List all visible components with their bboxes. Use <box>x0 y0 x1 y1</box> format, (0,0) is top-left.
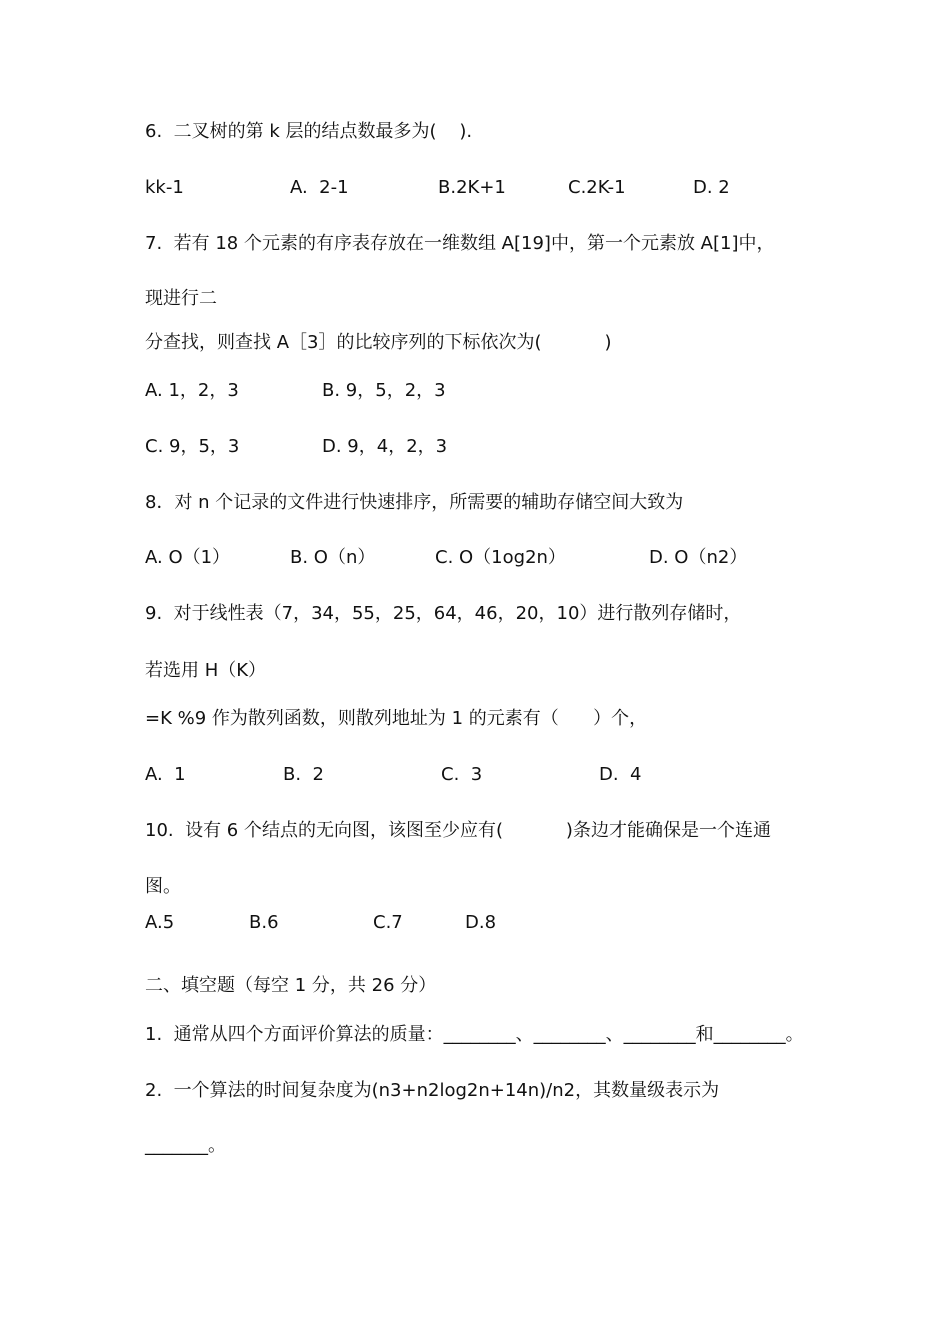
q6-option: B.2K+1 <box>438 177 506 198</box>
q6-option: A. 2-1 <box>290 177 349 198</box>
q9-option: A. 1 <box>145 764 186 785</box>
q6-option: kk-1 <box>145 177 184 198</box>
section2-q2-line1: 2. 一个算法的时间复杂度为(n3+n2log2n+14n)/n2，其数量级表示为 <box>145 1080 720 1101</box>
q9-stem-line2: 若选用 H（K） <box>145 660 267 681</box>
q10-stem-line1: 10. 设有 6 个结点的无向图，该图至少应有( )条边才能确保是一个连通 <box>145 820 771 841</box>
section2-q2-line2: _______。 <box>145 1135 226 1156</box>
q7-stem-line1: 7. 若有 18 个元素的有序表存放在一维数组 A[19]中，第一个元素放 A[1]中， <box>145 233 775 254</box>
q9-stem-line3: =K %9 作为散列函数，则散列地址为 1 的元素有（ ）个， <box>145 708 648 729</box>
q7-option: C. 9，5，3 <box>145 436 240 457</box>
q10-stem-line2: 图。 <box>145 876 181 897</box>
q8-option: D. O（n2） <box>649 547 748 568</box>
q10-option: D.8 <box>465 912 497 933</box>
q7-stem-line3: 分查找，则查找 A［3］的比较序列的下标依次为( ) <box>145 332 612 353</box>
q6-stem: 6. 二叉树的第 k 层的结点数最多为( ). <box>145 121 473 142</box>
q7-stem-line2: 现进行二 <box>145 288 217 309</box>
q9-stem-line1: 9. 对于线性表（7，34，55，25，64，46，20，10）进行散列存储时， <box>145 603 742 624</box>
q8-option: C. O（1og2n） <box>435 547 566 568</box>
q7-option: D. 9，4，2，3 <box>322 436 448 457</box>
q9-option: B. 2 <box>283 764 324 785</box>
section2-heading: 二、填空题（每空 1 分，共 26 分） <box>145 975 437 996</box>
q8-stem: 8．对 n 个记录的文件进行快速排序，所需要的辅助存储空间大致为 <box>145 492 684 513</box>
q6-option: C.2K-1 <box>568 177 626 198</box>
q9-option: C. 3 <box>441 764 483 785</box>
q10-option: C.7 <box>373 912 403 933</box>
q6-option: D. 2 <box>693 177 730 198</box>
q8-option: A. O（1） <box>145 547 231 568</box>
q7-option: A. 1，2，3 <box>145 380 239 401</box>
q7-option: B. 9，5，2，3 <box>322 380 446 401</box>
q8-option: B. O（n） <box>290 547 376 568</box>
q10-option: A.5 <box>145 912 175 933</box>
q9-option: D. 4 <box>599 764 642 785</box>
section2-q1: 1. 通常从四个方面评价算法的质量：________、________、________和________。 <box>145 1024 804 1045</box>
q10-option: B.6 <box>249 912 279 933</box>
